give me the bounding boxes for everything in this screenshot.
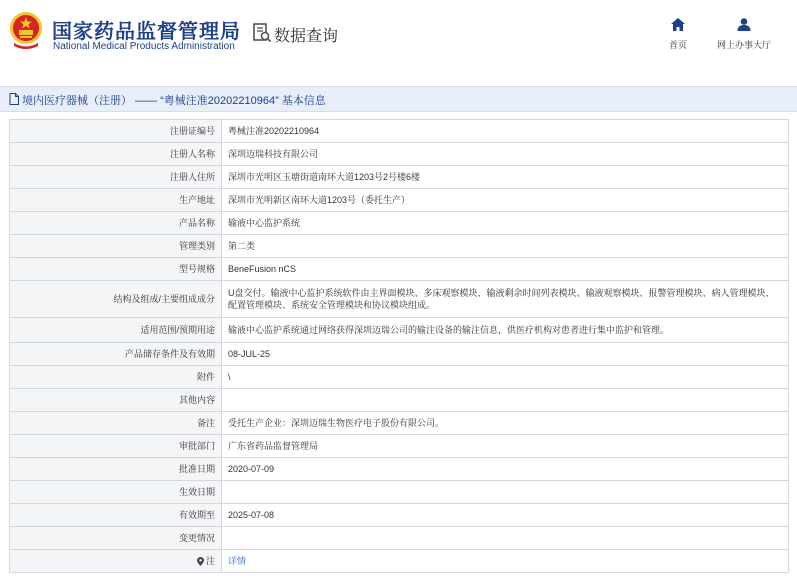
- table-row: [10, 258, 789, 281]
- table-row: [10, 458, 789, 481]
- field-value: [222, 389, 789, 412]
- field-value: 受托生产企业：深圳迈瑞生物医疗电子股份有限公司。: [222, 412, 789, 435]
- national-emblem-icon: [8, 10, 44, 50]
- field-value: 第二类: [222, 235, 789, 258]
- table-row: [10, 550, 789, 573]
- field-value: 08-JUL-25: [222, 343, 789, 366]
- site-header: [0, 0, 797, 70]
- table-row: [10, 281, 789, 318]
- field-label: 管理类别: [10, 235, 222, 258]
- field-label: 注册证编号: [10, 120, 222, 143]
- record-title-bar: [0, 86, 797, 112]
- field-value: 深圳市光明区玉塘街道南环大道1203号2号楼6楼: [222, 166, 789, 189]
- nav-online-hall-label: 网上办事大厅: [716, 40, 771, 50]
- table-row: [10, 412, 789, 435]
- data-query-icon: [252, 22, 272, 44]
- note-field-label: [10, 550, 222, 573]
- table-row: [10, 212, 789, 235]
- nav-home-link[interactable]: [662, 18, 694, 53]
- field-label: 产品储存条件及有效期: [10, 343, 222, 366]
- table-row: [10, 481, 789, 504]
- table-row: [10, 166, 789, 189]
- field-label: 型号规格: [10, 258, 222, 281]
- field-label: 有效期至: [10, 504, 222, 527]
- field-label: 生效日期: [10, 481, 222, 504]
- field-label: 注册人住所: [10, 166, 222, 189]
- table-row: [10, 120, 789, 143]
- user-icon: [737, 18, 751, 31]
- nav-home-label: 首页: [668, 40, 687, 50]
- field-label: 其他内容: [10, 389, 222, 412]
- table-row: [10, 189, 789, 212]
- site-title: 国家药品监督管理局: [52, 21, 241, 43]
- details-link[interactable]: 详情: [228, 556, 247, 566]
- field-value: BeneFusion nCS: [222, 258, 789, 281]
- field-label: 生产地址: [10, 189, 222, 212]
- field-value: 深圳迈瑞科技有限公司: [222, 143, 789, 166]
- registration-info-table: [9, 119, 789, 573]
- location-pin-icon: [197, 557, 204, 566]
- field-label: 适用范围/预期用途: [10, 318, 222, 343]
- field-value: 输液中心监护系统: [222, 212, 789, 235]
- field-label: 附件: [10, 366, 222, 389]
- field-value: 2020-07-09: [222, 458, 789, 481]
- field-value: 2025-07-08: [222, 504, 789, 527]
- field-value: [222, 527, 789, 550]
- table-row: [10, 389, 789, 412]
- table-row: [10, 366, 789, 389]
- table-row: [10, 527, 789, 550]
- field-value: U盘交付。输液中心监护系统软件由主界面模块、多床观察模块、输液剩余时间列表模块、输液观察模块、报警管理模块、病人管理模块、配置管理模块、系统安全管理模块和协议模块组成。: [222, 281, 789, 318]
- note-label-text: 注: [205, 556, 215, 566]
- site-subtitle: National Medical Products Administration: [53, 41, 235, 52]
- table-row: [10, 504, 789, 527]
- field-value: 粤械注准20202210964: [222, 120, 789, 143]
- table-row: [10, 435, 789, 458]
- field-label: 批准日期: [10, 458, 222, 481]
- field-label: 注册人名称: [10, 143, 222, 166]
- field-label: 备注: [10, 412, 222, 435]
- record-title: 境内医疗器械（注册） —— “粤械注准20202210964” 基本信息: [22, 95, 326, 107]
- note-field-value: [222, 550, 789, 573]
- field-value: \: [222, 366, 789, 389]
- field-value: 输液中心监护系统通过网络获得深圳迈瑞公司的输注设备的输注信息，供医疗机构对患者进行集中监护和管理。: [222, 318, 789, 343]
- field-label: 产品名称: [10, 212, 222, 235]
- table-row: [10, 343, 789, 366]
- table-row: [10, 318, 789, 343]
- home-icon: [671, 18, 685, 31]
- field-value: 深圳市光明新区南环大道1203号（委托生产）: [222, 189, 789, 212]
- nav-online-hall-link[interactable]: [712, 18, 776, 53]
- field-value: [222, 481, 789, 504]
- field-label: 结构及组成/主要组成成分: [10, 281, 222, 318]
- table-row: [10, 235, 789, 258]
- table-row: [10, 143, 789, 166]
- field-label: 审批部门: [10, 435, 222, 458]
- field-label: 变更情况: [10, 527, 222, 550]
- data-query-title: 数据查询: [274, 28, 339, 45]
- field-value: 广东省药品监督管理局: [222, 435, 789, 458]
- document-icon: [9, 93, 19, 105]
